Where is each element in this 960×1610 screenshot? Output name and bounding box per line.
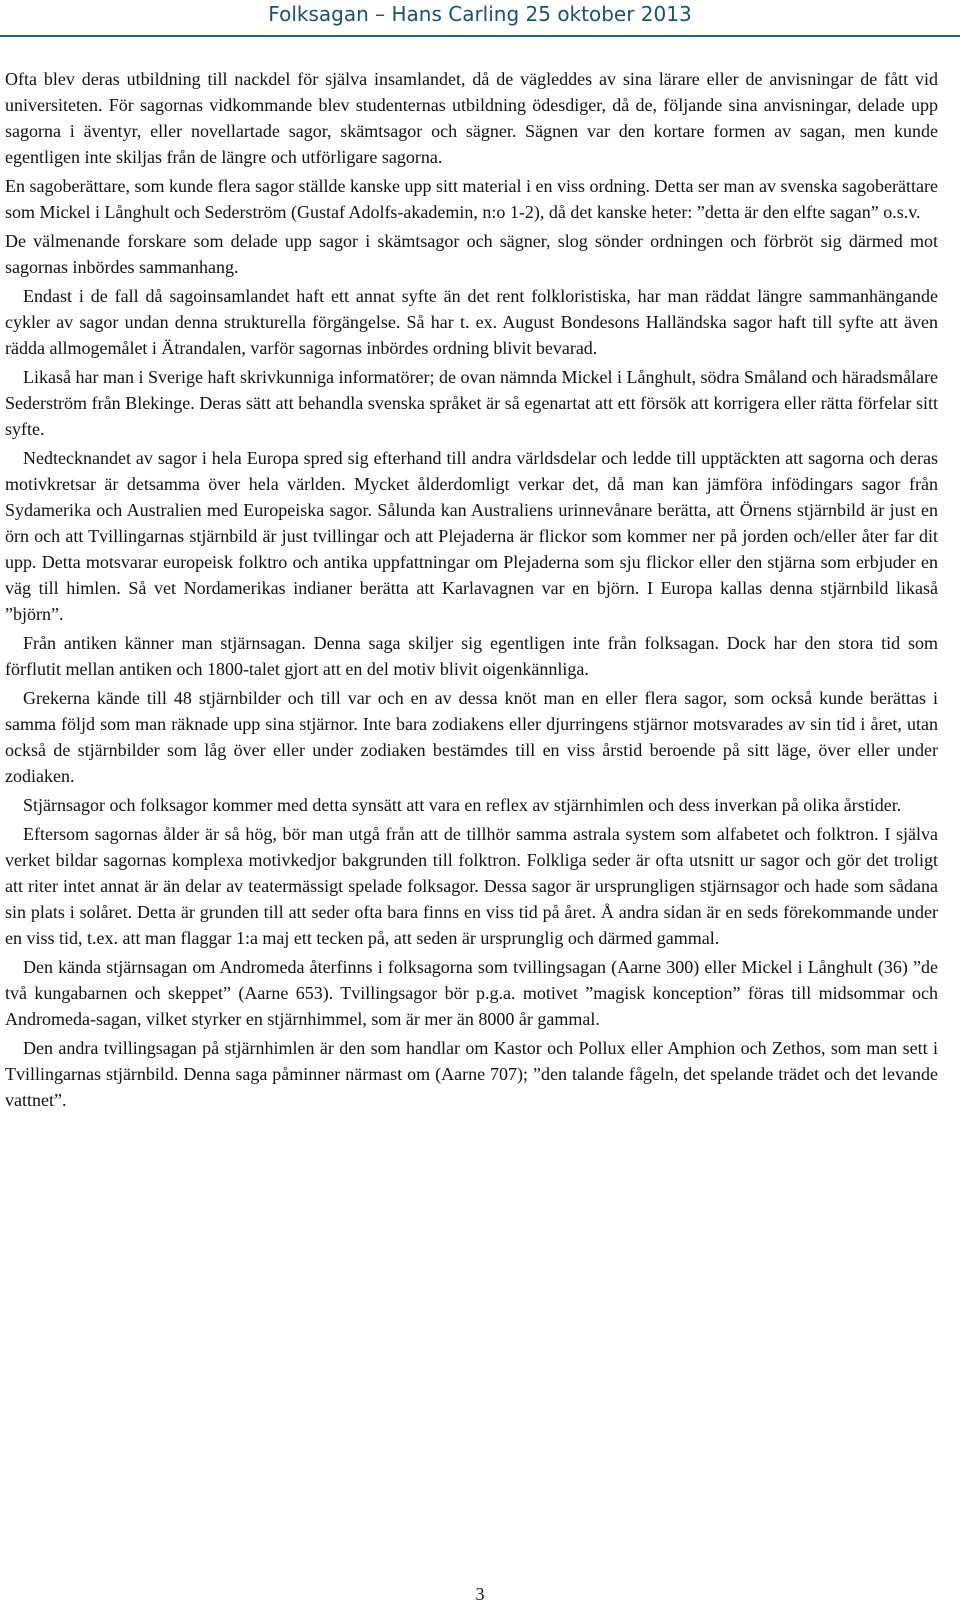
paragraph-7: Från antiken känner man stjärnsagan. Denna saga skiljer sig egentligen inte från folksagan. Dock har den stora tid som förflutit mellan antiken och 1800-talet gjort att en del motiv blivit oigenkännliga.: [5, 633, 938, 679]
body-text: [5, 66, 938, 1116]
paragraph-6: Nedtecknandet av sagor i hela Europa spred sig efterhand till andra världsdelar och ledde till upptäckten att sagorna och deras motivkretsar är detsamma över hela världen. Mycket ålderdomligt verkar det, då man kan jämföra infödingars sagor från Sydamerika och Australien med Europeiska sagor. Sålunda kan Australiens urinnevånare berätta, att Örnens stjärnbild är just en örn och att Tvillingarnas stjärnbild är just tvillingar och att Plejaderna är flickor som kommer ner på jorden och/eller åter far dit upp. Detta motsvarar europeisk folktro och antika uppfattningar om Plejaderna som sju flickor eller den stjärna som erbjuder en väg till himlen. Så vet Nordamerikas indianer berätta att Karlavagnen var en björn. I Europa kallas denna stjärnbild likaså ”björn”.: [5, 448, 938, 624]
paragraph-2: En sagoberättare, som kunde flera sagor ställde kanske upp sitt material i en viss ordning. Detta ser man av svenska sagoberättare som Mickel i Långhult och Sederström (Gustaf Adolfs-akademin, n:o 1-2), då det kanske heter: ”detta är den elfte sagan” o.s.v.: [5, 176, 938, 222]
paragraph-4: Endast i de fall då sagoinsamlandet haft ett annat syfte än det rent folkloristiska, har man räddat längre sammanhängande cykler av sagor undan denna strukturella förgängelse. Så har t. ex. August Bondesons Halländska sagor haft till syfte att även rädda allmogemålet i Ätrandalen, varför sagornas inbördes ordning blivit bevarad.: [5, 286, 938, 358]
paragraph-12: Den andra tvillingsagan på stjärnhimlen är den som handlar om Kastor och Pollux eller Amphion och Zethos, som man sett i Tvillingarnas stjärnbild. Denna saga påminner närmast om (Aarne 707); ”den talande fågeln, det spelande trädet och det levande vattnet”.: [5, 1038, 938, 1110]
page-number: 3: [475, 1584, 485, 1604]
paragraph-10: Eftersom sagornas ålder är så hög, bör man utgå från att de tillhör samma astrala system som alfabetet och folktron. I själva verket bildar sagornas komplexa motivkedjor bakgrunden till folktron. Folkliga seder är ofta utsnitt ur sagor och gör det troligt att riter intet annat är än delar av teatermässigt spelade folksagor. Dessa sagor är ursprungligen stjärnsagor och hade som sådana sin plats i solåret. Detta är grunden till att seder ofta bara finns en viss tid på året. Å andra sidan är en seds förekommande under en viss tid, t.ex. att man flaggar 1:a maj ett tecken på, att seden är ursprunglig och därmed gammal.: [5, 824, 938, 948]
paragraph-8: Grekerna kände till 48 stjärnbilder och till var och en av dessa knöt man en eller flera sagor, som också kunde berättas i samma följd som man räknade upp sina stjärnor. Inte bara zodiakens eller djurringens stjärnor motsvarades av sin tid i året, utan också de stjärnbilder som låg över eller under zodiaken bestämdes till en viss årstid beroende på sitt läge, över eller under zodiaken.: [5, 688, 938, 786]
page-header-title: Folksagan – Hans Carling 25 oktober 2013: [268, 2, 692, 26]
paragraph-1: Ofta blev deras utbildning till nackdel för själva insamlandet, då de vägleddes av sina lärare eller de anvisningar de fått vid universiteten. För sagornas vidkommande blev studenternas utbildning ödesdiger, då de, följande sina anvisningar, delade upp sagorna i äventyr, eller novellartade sagor, skämtsagor och sägner. Sägnen var den kortare formen av sagan, men kunde egentligen inte skiljas från de längre och utförligare sagorna.: [5, 69, 938, 167]
header-divider: [0, 35, 960, 37]
paragraph-9: Stjärnsagor och folksagor kommer med detta synsätt att vara en reflex av stjärnhimlen och dess inverkan på olika årstider.: [23, 795, 902, 815]
paragraph-5: Likaså har man i Sverige haft skrivkunniga informatörer; de ovan nämnda Mickel i Långhult, södra Småland och häradsmålare Sederström från Blekinge. Deras sätt att behandla svenska språket är så egenartat att ett försök att korrigera eller rätta förfelar sitt syfte.: [5, 367, 938, 439]
paragraph-3: De välmenande forskare som delade upp sagor i skämtsagor och sägner, slog sönder ordningen och förbröt sig därmed mot sagornas inbördes sammanhang.: [5, 231, 938, 277]
paragraph-11: Den kända stjärnsagan om Andromeda återfinns i folksagorna som tvillingsagan (Aarne 300) eller Mickel i Långhult (36) ”de två kungabarnen och skeppet” (Aarne 653). Tvillingsagor bör p.g.a. motivet ”magisk konception” föras till midsommar och Andromeda-sagan, vilket styrker en stjärnhimmel, som är mer än 8000 år gammal.: [5, 957, 938, 1029]
